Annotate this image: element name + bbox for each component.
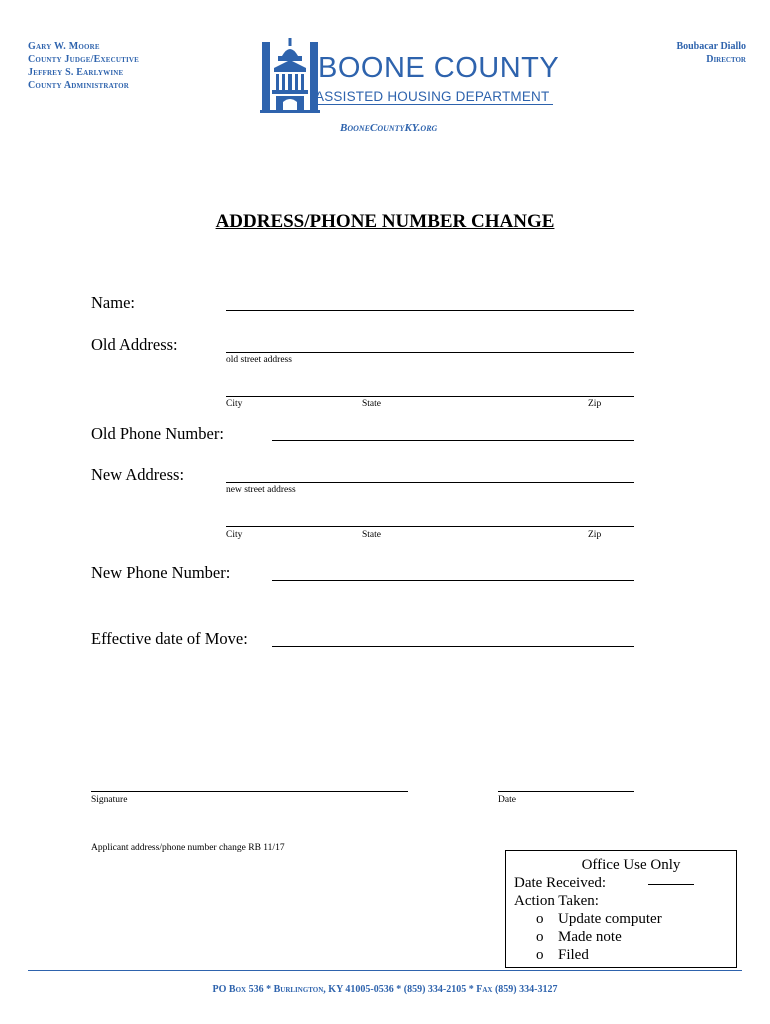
administrator-name: Jeffrey S. Earlywine <box>28 67 124 78</box>
form-revision-note: Applicant address/phone number change RB 11/17 <box>91 843 285 853</box>
form-title-text: ADDRESS/PHONE NUMBER CHANGE <box>215 211 555 232</box>
date-received-row <box>514 874 728 892</box>
effective-date-field[interactable] <box>272 646 634 647</box>
old-street-caption: old street address <box>226 355 292 365</box>
old-phone-field[interactable] <box>272 440 634 441</box>
date-field[interactable] <box>498 791 634 792</box>
judge-title: County Judge/Executive <box>28 54 140 65</box>
bullet-icon: o <box>536 911 544 927</box>
signature-caption: Signature <box>91 795 128 805</box>
new-city-state-zip-field[interactable] <box>226 526 634 527</box>
footer-contact: PO Box 536 * Burlington, KY 41005-0536 * (859) 334-2105 * Fax (859) 334-3127 <box>212 984 558 995</box>
action-taken-label: Action Taken: <box>514 893 599 909</box>
new-address-label: New Address: <box>91 465 185 484</box>
signature-field[interactable] <box>91 791 408 792</box>
name-field[interactable] <box>226 310 634 311</box>
bullet-icon: o <box>536 929 544 945</box>
logo-wordmark: BOONE COUNTY <box>318 52 560 84</box>
new-zip-caption: Zip <box>588 530 602 540</box>
director-name: Boubacar Diallo <box>676 41 746 52</box>
new-city-caption: City <box>226 530 243 540</box>
old-state-caption: State <box>362 399 381 409</box>
date-received-label: Date Received: <box>514 875 607 891</box>
office-use-title: Office Use Only <box>581 857 681 873</box>
date-received-blank[interactable] <box>648 884 694 885</box>
new-phone-field[interactable] <box>272 580 634 581</box>
action-item-label: Update computer <box>558 911 662 927</box>
effective-date-label: Effective date of Move: <box>91 629 248 648</box>
old-city-state-zip-field[interactable] <box>226 396 634 397</box>
form-title <box>0 211 770 233</box>
action-item <box>514 910 728 928</box>
old-city-caption: City <box>226 399 243 409</box>
new-street-caption: new street address <box>226 485 296 495</box>
new-phone-label: New Phone Number: <box>91 563 231 582</box>
new-state-caption: State <box>362 530 381 540</box>
old-zip-caption: Zip <box>588 399 602 409</box>
old-street-field[interactable] <box>226 352 634 353</box>
courthouse-logo-icon <box>260 38 320 114</box>
footer-divider <box>28 970 742 971</box>
officials-block <box>28 40 139 92</box>
judge-name: Gary W. Moore <box>28 41 100 52</box>
director-block <box>676 40 746 66</box>
date-caption: Date <box>498 795 516 805</box>
website-link[interactable]: BooneCountyKY.org <box>340 122 438 134</box>
bullet-icon: o <box>536 947 544 963</box>
old-phone-label: Old Phone Number: <box>91 424 224 443</box>
administrator-title: County Administrator <box>28 80 130 91</box>
name-label: Name: <box>91 293 135 312</box>
director-title: Director <box>706 54 746 65</box>
logo-department: ASSISTED HOUSING DEPARTMENT <box>313 89 553 105</box>
old-address-label: Old Address: <box>91 335 178 354</box>
new-street-field[interactable] <box>226 482 634 483</box>
action-item <box>514 928 728 946</box>
action-item-label: Filed <box>558 947 589 963</box>
action-item-label: Made note <box>558 929 622 945</box>
office-use-box <box>505 850 737 968</box>
action-item <box>514 946 728 964</box>
